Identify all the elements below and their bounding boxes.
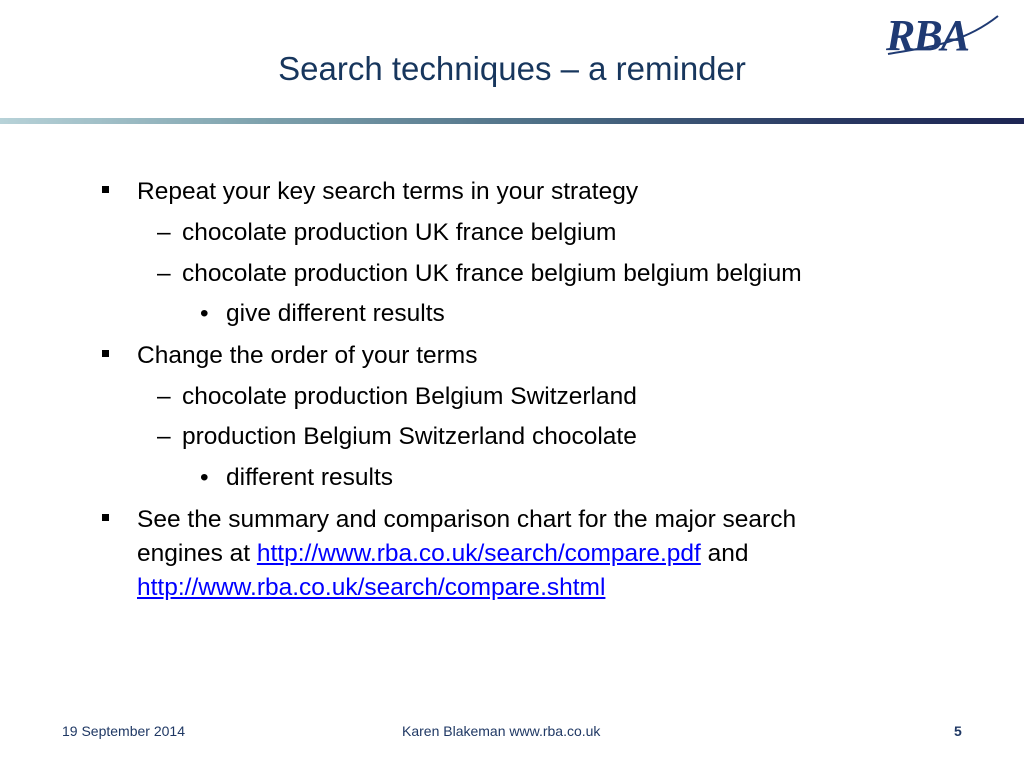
sub-bullet-text: chocolate production UK france belgium belgium belgium [182,260,802,287]
sub-bullet-text: chocolate production UK france belgium [182,219,617,246]
square-bullet-icon [102,350,109,357]
bullet-text-line1: See the summary and comparison chart for the major search [137,506,797,533]
dash-marker: – [157,383,171,410]
compare-pdf-link[interactable]: http://www.rba.co.uk/search/compare.pdf [256,540,701,567]
bullet-text: Repeat your key search terms in your strategy [137,178,639,205]
bullet-text-suffix: and [700,540,749,567]
square-bullet-icon [102,514,109,521]
dash-marker: – [157,219,171,246]
compare-shtml-link[interactable]: http://www.rba.co.uk/search/compare.shtml [137,574,606,601]
sub-bullet-text: chocolate production Belgium Switzerland [182,383,637,410]
dot-marker: • [200,464,209,491]
sub-bullet-text: production Belgium Switzerland chocolate [182,423,637,450]
rba-logo-text: RBA [886,11,969,60]
bullet-text: Change the order of your terms [137,342,478,369]
dash-marker: – [157,260,171,287]
bullet-text-prefix: engines at [137,540,257,567]
bullet-text-line2 [137,539,749,569]
dash-marker: – [157,423,171,450]
footer-author: Karen Blakeman www.rba.co.uk [402,723,601,739]
dot-marker: • [200,300,209,327]
square-bullet-icon [102,186,109,193]
footer-date: 19 September 2014 [62,723,185,739]
slide-title: Search techniques – a reminder [278,50,746,87]
bullet-text-line3 [137,573,605,603]
sub-sub-bullet-text: different results [226,464,394,491]
sub-sub-bullet-text: give different results [226,300,445,327]
slide-number: 5 [954,723,962,739]
